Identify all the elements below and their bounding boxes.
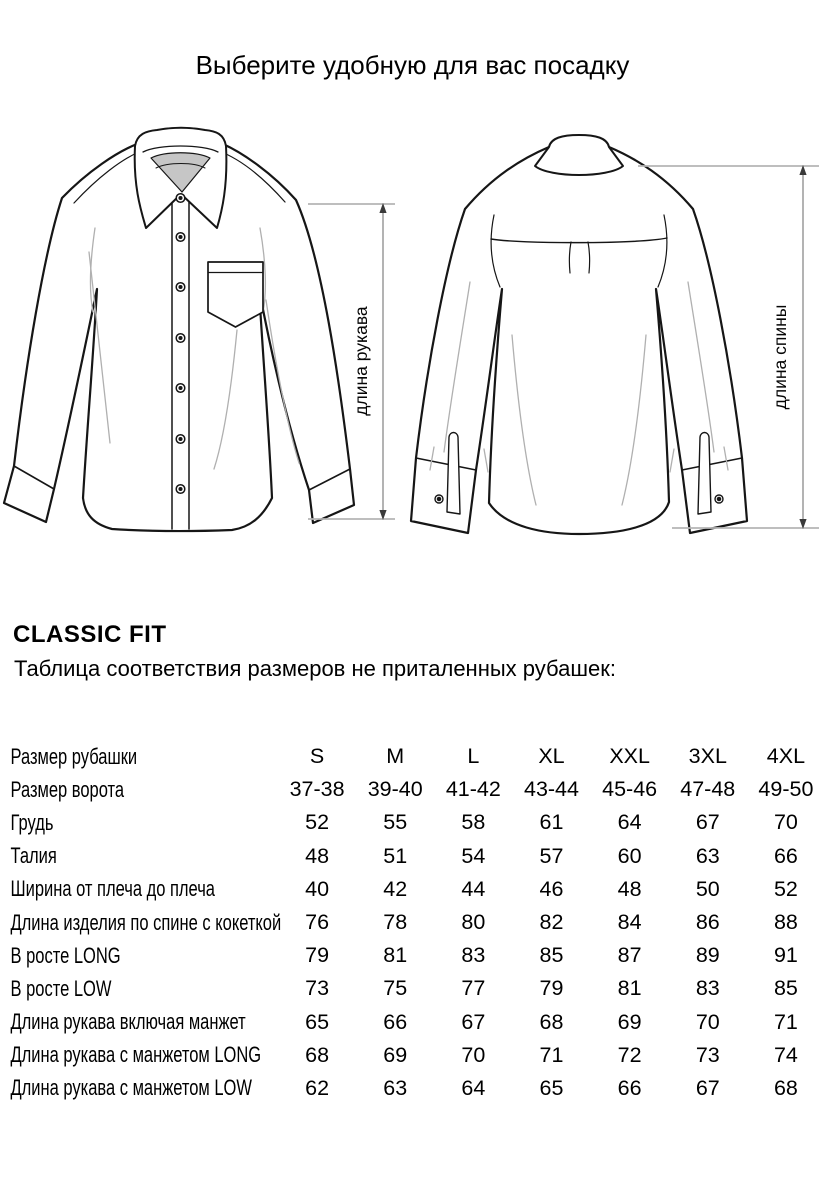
size-value: 65 — [539, 1075, 564, 1100]
size-value: 67 — [461, 1009, 486, 1034]
size-value: 70 — [461, 1042, 486, 1067]
size-value: 72 — [617, 1042, 642, 1067]
size-value: 63 — [383, 1075, 408, 1100]
size-value: 77 — [461, 976, 486, 1001]
row-label: Талия — [10, 843, 57, 869]
size-table-row — [0, 939, 825, 972]
row-label: Длина рукава с манжетом LOW — [10, 1075, 252, 1101]
size-value: 64 — [617, 810, 642, 835]
section-heading: CLASSIC FIT — [13, 621, 167, 648]
row-label: Длина рукава с манжетом LONG — [10, 1042, 262, 1068]
size-table-body — [0, 740, 825, 1105]
size-value: 70 — [773, 810, 798, 835]
row-label: Грудь — [10, 809, 54, 835]
size-value: 73 — [695, 1042, 720, 1067]
size-table-row — [0, 873, 825, 906]
shirt-back-drawing — [411, 135, 747, 534]
row-label: Размер ворота — [10, 776, 125, 802]
size-value: 63 — [695, 843, 720, 868]
size-value: 69 — [617, 1009, 642, 1034]
size-value: 45-46 — [602, 777, 658, 802]
size-value: 51 — [383, 843, 408, 868]
size-value: 57 — [539, 843, 564, 868]
size-value: 50 — [695, 876, 720, 901]
size-value: 67 — [695, 1075, 720, 1100]
size-table-row — [0, 1039, 825, 1072]
size-name: 4XL — [766, 744, 806, 769]
size-value: 65 — [305, 1009, 330, 1034]
size-value: 42 — [383, 876, 408, 901]
back-length-label: длина спины — [770, 304, 790, 410]
size-value: 66 — [773, 843, 798, 868]
section-subtitle: Таблица соответствия размеров не приталенных рубашек: — [14, 656, 616, 681]
size-value: 68 — [305, 1042, 330, 1067]
size-value: 81 — [617, 976, 642, 1001]
size-value: 40 — [305, 876, 330, 901]
size-value: 61 — [539, 810, 564, 835]
size-name: XL — [538, 744, 565, 769]
row-label: Размер рубашки — [10, 743, 138, 769]
size-value: 41-42 — [445, 777, 501, 802]
shirt-front-drawing — [4, 128, 354, 531]
size-value: 66 — [383, 1009, 408, 1034]
row-label: В росте LOW — [10, 975, 112, 1001]
size-name: XXL — [609, 744, 650, 769]
row-label: Длина рукава включая манжет — [10, 1009, 246, 1035]
size-table-row — [0, 906, 825, 939]
size-name: M — [386, 744, 405, 769]
size-value: 39-40 — [367, 777, 423, 802]
row-label: Длина изделия по спине с кокеткой — [10, 909, 282, 935]
size-table — [0, 740, 825, 1105]
page-title: Выберите удобную для вас посадку — [195, 50, 630, 80]
size-value: 47-48 — [680, 777, 736, 802]
row-label: Ширина от плеча до плеча — [10, 876, 215, 902]
size-value: 74 — [773, 1042, 798, 1067]
size-value: 88 — [773, 910, 798, 935]
size-value: 69 — [383, 1042, 408, 1067]
size-table-header-row — [0, 740, 825, 773]
size-value: 79 — [305, 943, 330, 968]
row-label: В росте LONG — [10, 942, 121, 968]
size-value: 49-50 — [758, 777, 814, 802]
size-value: 60 — [617, 843, 642, 868]
size-value: 80 — [461, 910, 486, 935]
size-value: 86 — [695, 910, 720, 935]
size-value: 81 — [383, 943, 408, 968]
size-value: 43-44 — [523, 777, 579, 802]
size-name: L — [467, 744, 480, 769]
size-value: 82 — [539, 910, 564, 935]
size-value: 84 — [617, 910, 642, 935]
size-value: 87 — [617, 943, 642, 968]
size-value: 78 — [383, 910, 408, 935]
size-value: 58 — [461, 810, 486, 835]
size-value: 64 — [461, 1075, 486, 1100]
chest-pocket — [208, 262, 263, 327]
size-value: 52 — [305, 810, 330, 835]
size-table-row — [0, 1072, 825, 1105]
size-value: 52 — [773, 876, 798, 901]
size-table-row — [0, 1006, 825, 1039]
size-table-row — [0, 972, 825, 1005]
size-value: 62 — [305, 1075, 330, 1100]
size-value: 79 — [539, 976, 564, 1001]
sleeve-length-label: длина рукава — [351, 306, 371, 416]
left-cuff-placket — [447, 433, 460, 515]
size-value: 54 — [461, 843, 486, 868]
size-value: 85 — [539, 943, 564, 968]
shirt-back-outline — [411, 147, 747, 534]
size-value: 83 — [695, 976, 720, 1001]
size-value: 66 — [617, 1075, 642, 1100]
size-value: 70 — [695, 1009, 720, 1034]
size-value: 48 — [617, 876, 642, 901]
size-value: 37-38 — [289, 777, 345, 802]
size-name: S — [309, 744, 325, 769]
size-name: 3XL — [688, 744, 727, 769]
size-value: 67 — [695, 810, 720, 835]
size-value: 73 — [305, 976, 330, 1001]
size-value: 91 — [773, 943, 798, 968]
size-table-row — [0, 806, 825, 839]
size-value: 46 — [539, 876, 564, 901]
size-value: 89 — [695, 943, 720, 968]
size-value: 83 — [461, 943, 486, 968]
size-value: 71 — [539, 1042, 564, 1067]
size-value: 48 — [305, 843, 330, 868]
back-collar — [535, 135, 623, 175]
size-table-row — [0, 773, 825, 806]
size-value: 55 — [383, 810, 408, 835]
right-cuff-placket — [698, 433, 711, 515]
shirt-measurement-diagram — [0, 118, 825, 610]
size-value: 68 — [773, 1075, 798, 1100]
size-value: 75 — [383, 976, 408, 1001]
size-value: 71 — [773, 1009, 798, 1034]
size-value: 85 — [773, 976, 798, 1001]
size-table-row — [0, 840, 825, 873]
size-value: 44 — [461, 876, 486, 901]
size-value: 68 — [539, 1009, 564, 1034]
size-value: 76 — [305, 910, 330, 935]
